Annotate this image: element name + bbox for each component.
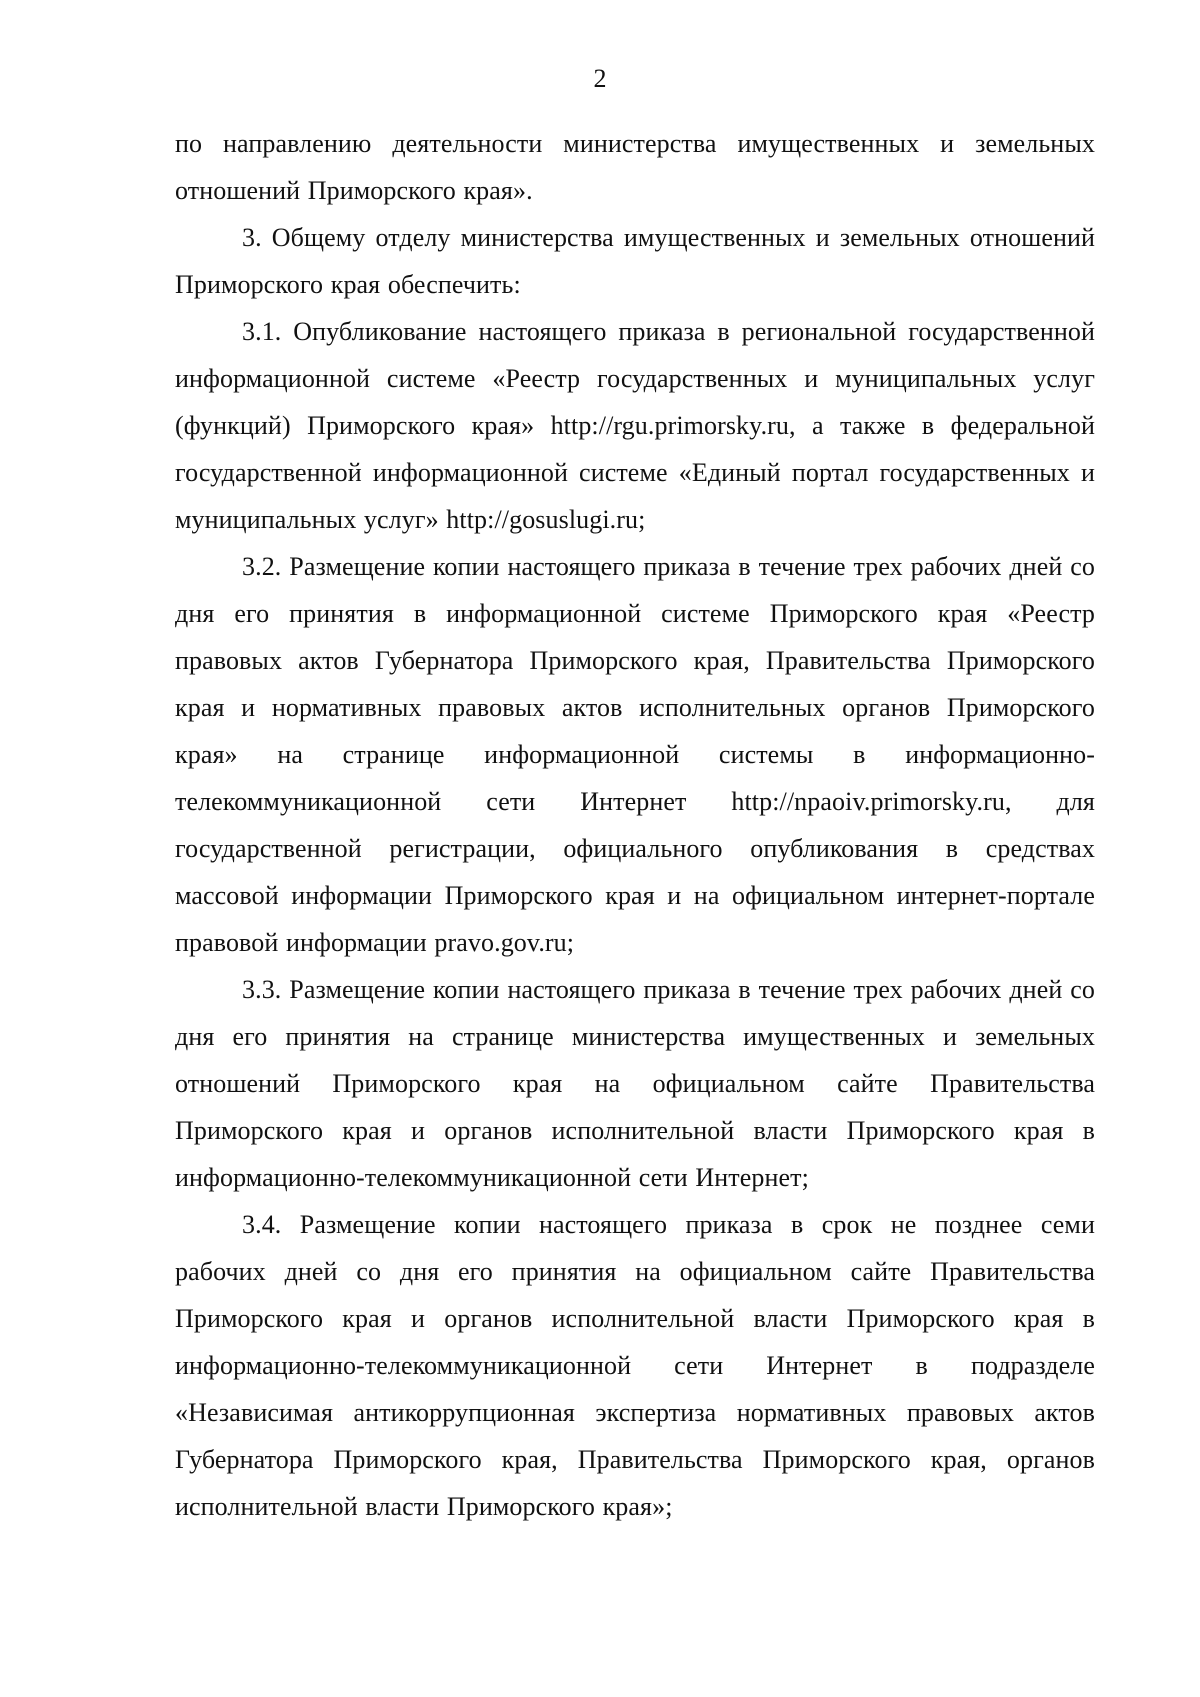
paragraph-item-3-1: 3.1. Опубликование настоящего приказа в региональной государственной информационной системе «Реестр государственных и муниципальных услуг (функций) Приморского края» http://rgu.primorsky.ru, а также в федеральной государственной информационной системе «Единый портал государственных и муниципальных услуг» http://gosuslugi.ru; xyxy=(175,317,1095,534)
document-body xyxy=(175,120,1095,1530)
page-number: 2 xyxy=(593,64,607,93)
paragraph-item-3-3: 3.3. Размещение копии настоящего приказа в течение трех рабочих дней со дня его принятия на странице министерства имущественных и земельных отношений Приморского края на официальном сайте Правительства Приморского края и органов исполнительной власти Приморского края в информационно-телекоммуникационной сети Интернет; xyxy=(175,975,1095,1192)
paragraph-item-3: 3. Общему отделу министерства имущественных и земельных отношений Приморского края обеспечить: xyxy=(175,223,1095,299)
paragraph-item-3-4: 3.4. Размещение копии настоящего приказа в срок не позднее семи рабочих дней со дня его принятия на официальном сайте Правительства Приморского края и органов исполнительной власти Приморского края в информационно-телекоммуникационной сети Интернет в подразделе «Независимая антикоррупционная экспертиза нормативных правовых актов Губернатора Приморского края, Правительства Приморского края, органов исполнительной власти Приморского края»; xyxy=(175,1210,1095,1521)
paragraph-continuation: по направлению деятельности министерства имущественных и земельных отношений Приморского края». xyxy=(175,129,1095,205)
paragraph-item-3-2: 3.2. Размещение копии настоящего приказа в течение трех рабочих дней со дня его принятия в информационной системе Приморского края «Реестр правовых актов Губернатора Приморского края, Правительства Приморского края и нормативных правовых актов исполнительных органов Приморского края» на странице информационной системы в информационно-телекоммуникационной сети Интернет http://npaoiv.primorsky.ru, для государственной регистрации, официального опубликования в средствах массовой информации Приморского края и на официальном интернет-портале правовой информации pravo.gov.ru; xyxy=(175,552,1095,957)
